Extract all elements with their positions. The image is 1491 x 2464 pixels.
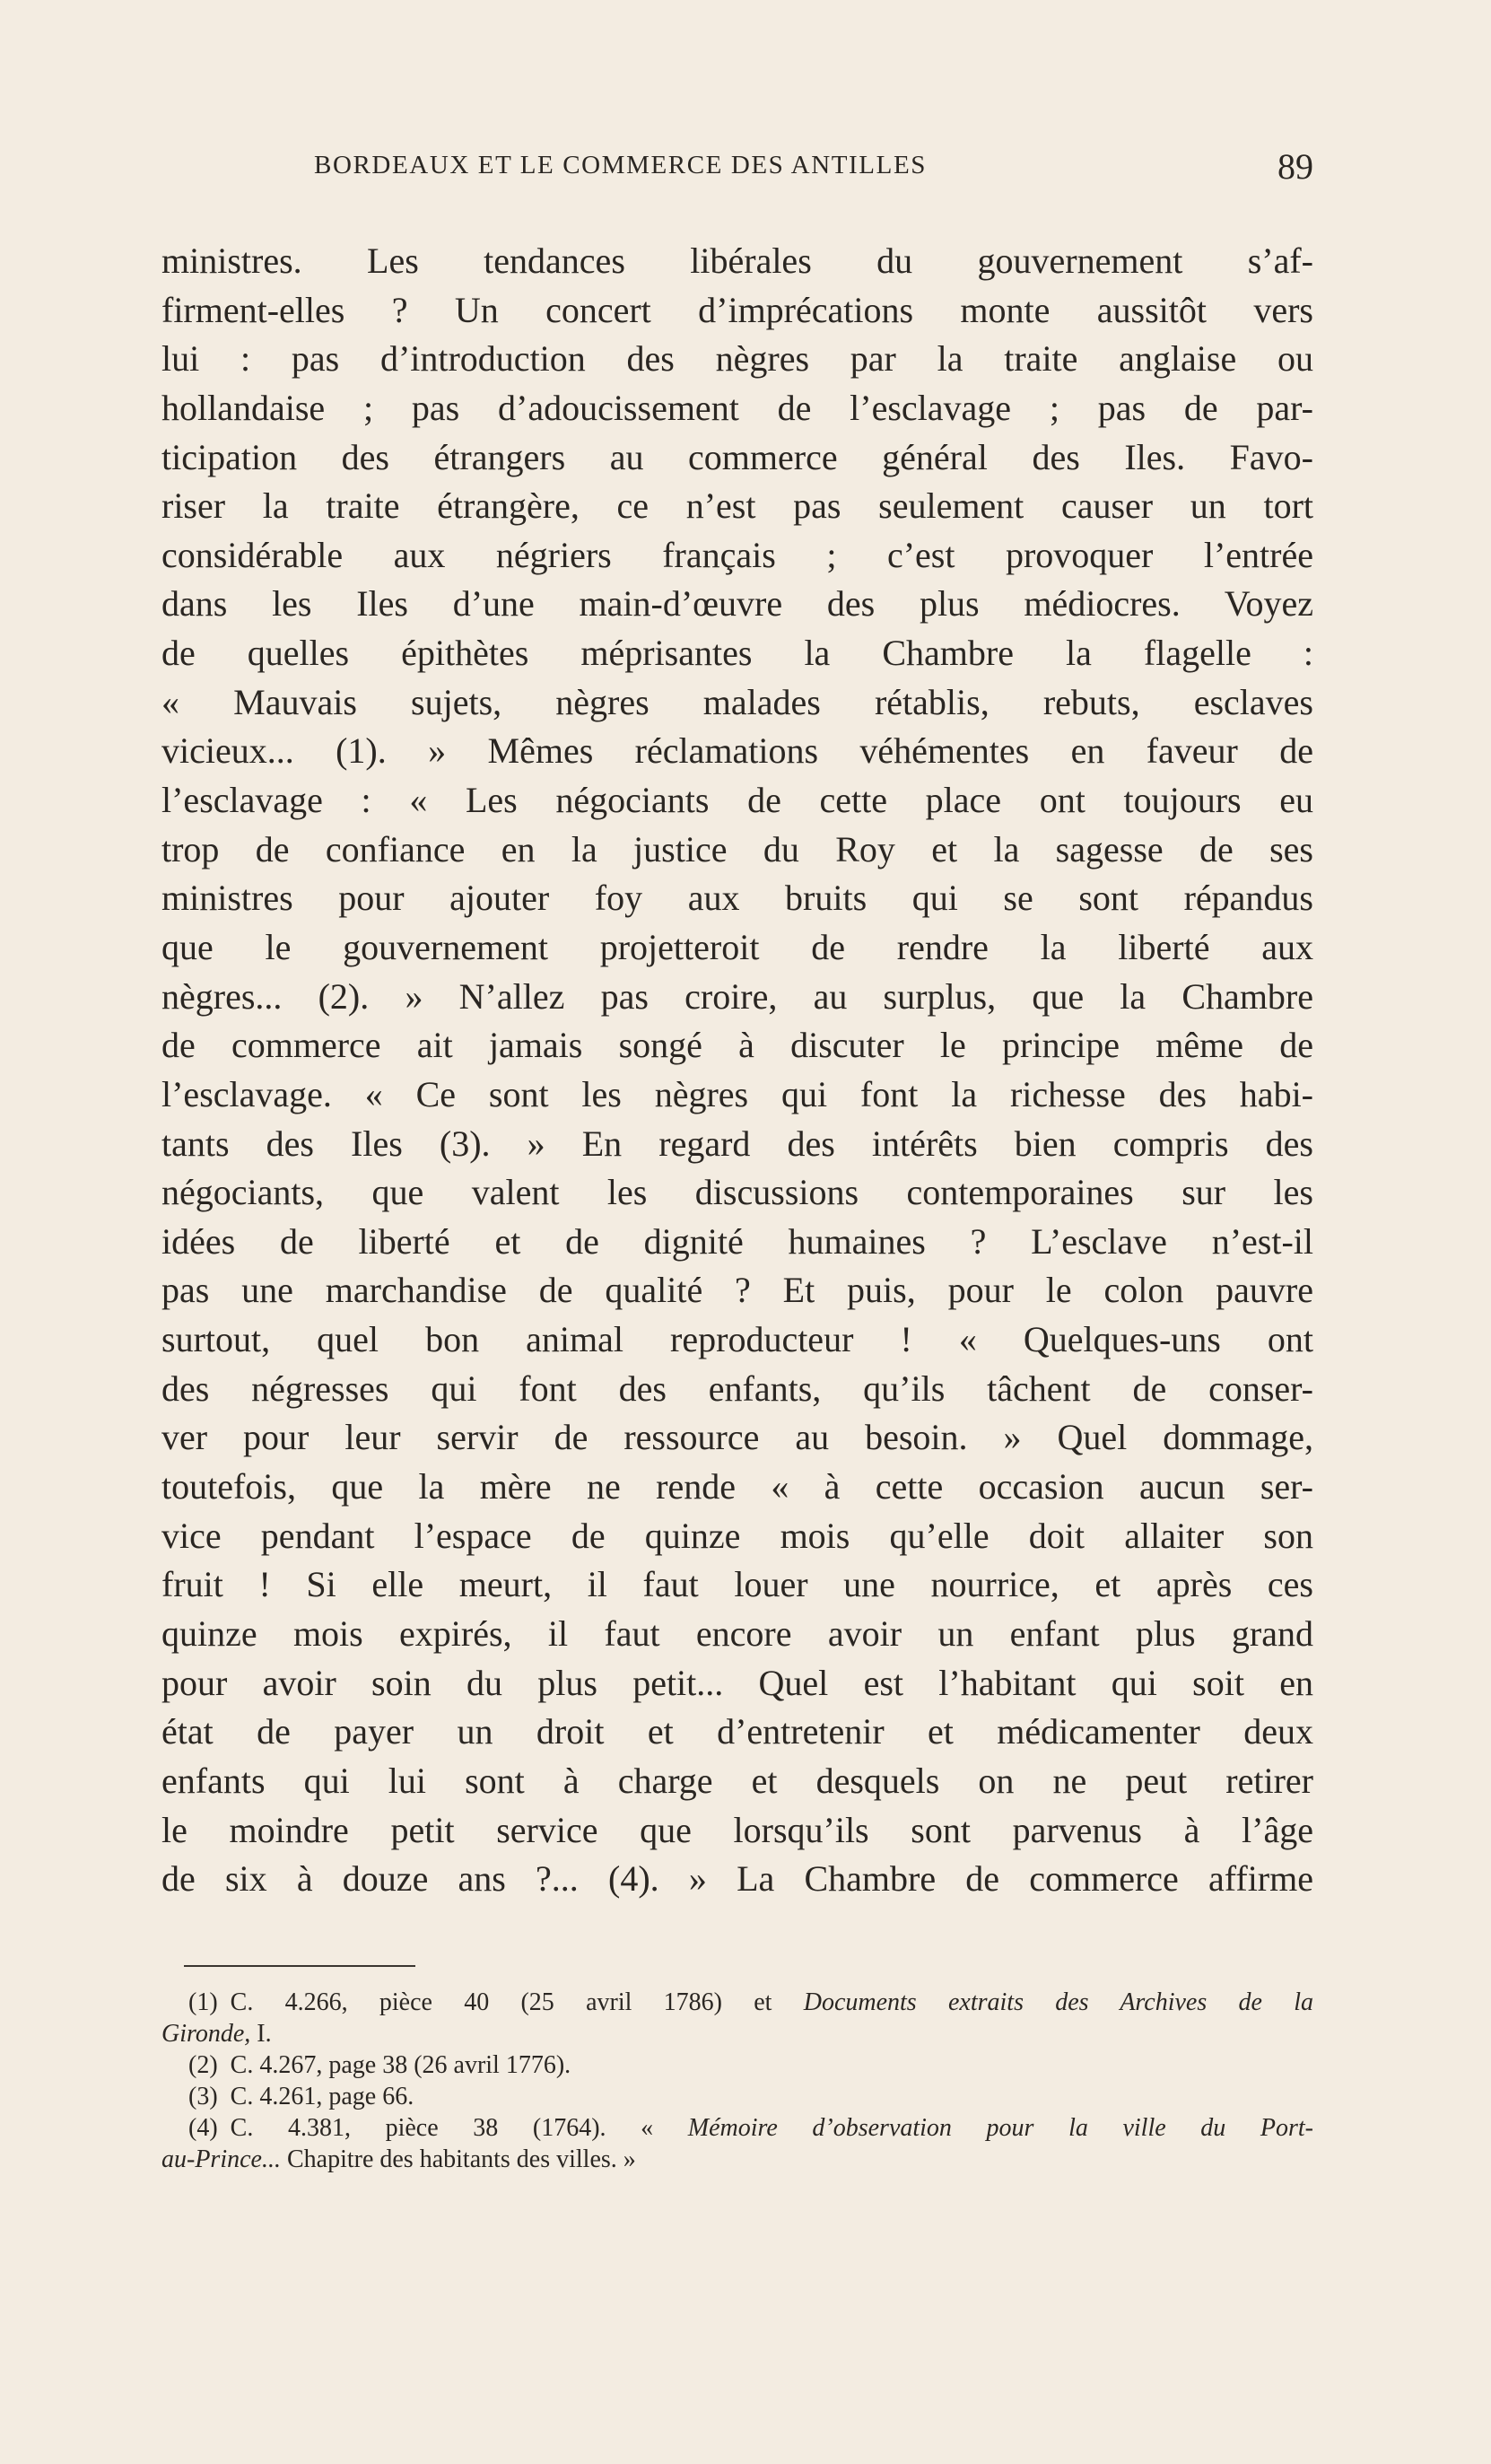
text-line: l’esclavage. « Ce sont les nègres qui font la richesse des habi-: [161, 1073, 1313, 1114]
footnote-number: (2): [188, 2051, 218, 2079]
text-line: que le gouvernement projetteroit de rendre la liberté aux: [161, 926, 1313, 967]
footnote-text: C. 4.261, page 66.: [230, 2083, 414, 2110]
footnote-3: [161, 2081, 1313, 2112]
text-line: ticipation des étrangers au commerce général des Iles. Favo-: [161, 436, 1313, 477]
running-title: BORDEAUX ET LE COMMERCE DES ANTILLES: [314, 151, 927, 179]
footnote-4: [161, 2112, 1313, 2144]
text-line: vice pendant l’espace de quinze mois qu’elle doit allaiter son: [161, 1515, 1313, 1556]
text-line: fruit ! Si elle meurt, il faut louer une nourrice, et après ces: [161, 1564, 1313, 1605]
text-line: le moindre petit service que lorsqu’ils sont parvenus à l’âge: [161, 1809, 1313, 1850]
text-line: considérable aux négriers français ; c’est provoquer l’entrée: [161, 534, 1313, 575]
text-line: firment-elles ? Un concert d’imprécations monte aussitôt vers: [161, 289, 1313, 330]
text-line: ministres pour ajouter foy aux bruits qui se sont répandus: [161, 878, 1313, 919]
page-number: 89: [1277, 146, 1313, 187]
footnote-number: (1): [188, 1988, 218, 2016]
text-line: négociants, que valent les discussions contemporaines sur les: [161, 1172, 1313, 1213]
footnote-text: I.: [250, 2020, 272, 2048]
text-line: de quelles épithètes méprisantes la Chambre la flagelle :: [161, 633, 1313, 674]
footnote-text: Chapitre des habitants des villes. »: [280, 2145, 636, 2173]
text-line: des négresses qui font des enfants, qu’ils tâchent de conser-: [161, 1367, 1313, 1409]
text-line: de six à douze ans ?... (4). » La Chambre de commerce affirme: [161, 1858, 1313, 1900]
text-line: trop de confiance en la justice du Roy et la sagesse de ses: [161, 828, 1313, 869]
text-line: surtout, quel bon animal reproducteur ! « Quelques-uns ont: [161, 1319, 1313, 1360]
footnote-2: [161, 2049, 1313, 2081]
text-line: quinze mois expirés, il faut encore avoir un enfant plus grand: [161, 1612, 1313, 1654]
text-line: tants des Iles (3). » En regard des intérêts bien compris des: [161, 1123, 1313, 1164]
footnote-text: C. 4.266, pièce 40 (25 avril 1786) et: [230, 1988, 804, 2016]
footnote-text: C. 4.267, page 38 (26 avril 1776).: [230, 2051, 571, 2079]
text-line: ver pour leur servir de ressource au besoin. » Quel dommage,: [161, 1417, 1313, 1458]
footnote-1: [161, 1987, 1313, 2018]
text-line: pas une marchandise de qualité ? Et puis, pour le colon pauvre: [161, 1270, 1313, 1311]
footnote-italic-title: Gironde,: [161, 2020, 251, 2048]
text-line: état de payer un droit et d’entretenir et médicamenter deux: [161, 1711, 1313, 1752]
footnote-italic-title: au-Prince...: [161, 2145, 281, 2173]
text-line: toutefois, que la mère ne rende « à cette occasion aucun ser-: [161, 1466, 1313, 1507]
footnote-number: (4): [188, 2114, 218, 2142]
footnote-italic-title: Mémoire d’observation pour la ville du Port-: [687, 2114, 1313, 2142]
running-head: [161, 145, 1313, 199]
footnote-divider: [184, 1965, 415, 1967]
footnote-italic-title: Documents extraits des Archives de la: [803, 1988, 1313, 2016]
footnote-text: C. 4.381, pièce 38 (1764). «: [230, 2114, 688, 2142]
text-line: pour avoir soin du plus petit... Quel est l’habitant qui soit en: [161, 1662, 1313, 1703]
text-line: lui : pas d’introduction des nègres par la traite anglaise ou: [161, 338, 1313, 380]
text-line: de commerce ait jamais songé à discuter le principe même de: [161, 1025, 1313, 1066]
footnote-1-continuation: [161, 2018, 1313, 2049]
footnote-4-continuation: [161, 2144, 1313, 2175]
text-line: l’esclavage : « Les négociants de cette place ont toujours eu: [161, 780, 1313, 821]
text-line: enfants qui lui sont à charge et desquels on ne peut retirer: [161, 1760, 1313, 1801]
text-line: hollandaise ; pas d’adoucissement de l’esclavage ; pas de par-: [161, 387, 1313, 428]
text-line: vicieux... (1). » Mêmes réclamations véhémentes en faveur de: [161, 730, 1313, 772]
body-text: [161, 237, 1313, 1904]
text-line: dans les Iles d’une main-d’œuvre des plus médiocres. Voyez: [161, 583, 1313, 625]
text-line: ministres. Les tendances libérales du gouvernement s’af-: [161, 240, 1313, 281]
footnotes: [161, 1987, 1313, 2175]
text-line: nègres... (2). » N’allez pas croire, au surplus, que la Chambre: [161, 975, 1313, 1017]
footnote-number: (3): [188, 2083, 218, 2110]
text-line: riser la traite étrangère, ce n’est pas seulement causer un tort: [161, 485, 1313, 527]
text-line: « Mauvais sujets, nègres malades rétablis, rebuts, esclaves: [161, 681, 1313, 722]
text-line: idées de liberté et de dignité humaines ? L’esclave n’est-il: [161, 1220, 1313, 1262]
